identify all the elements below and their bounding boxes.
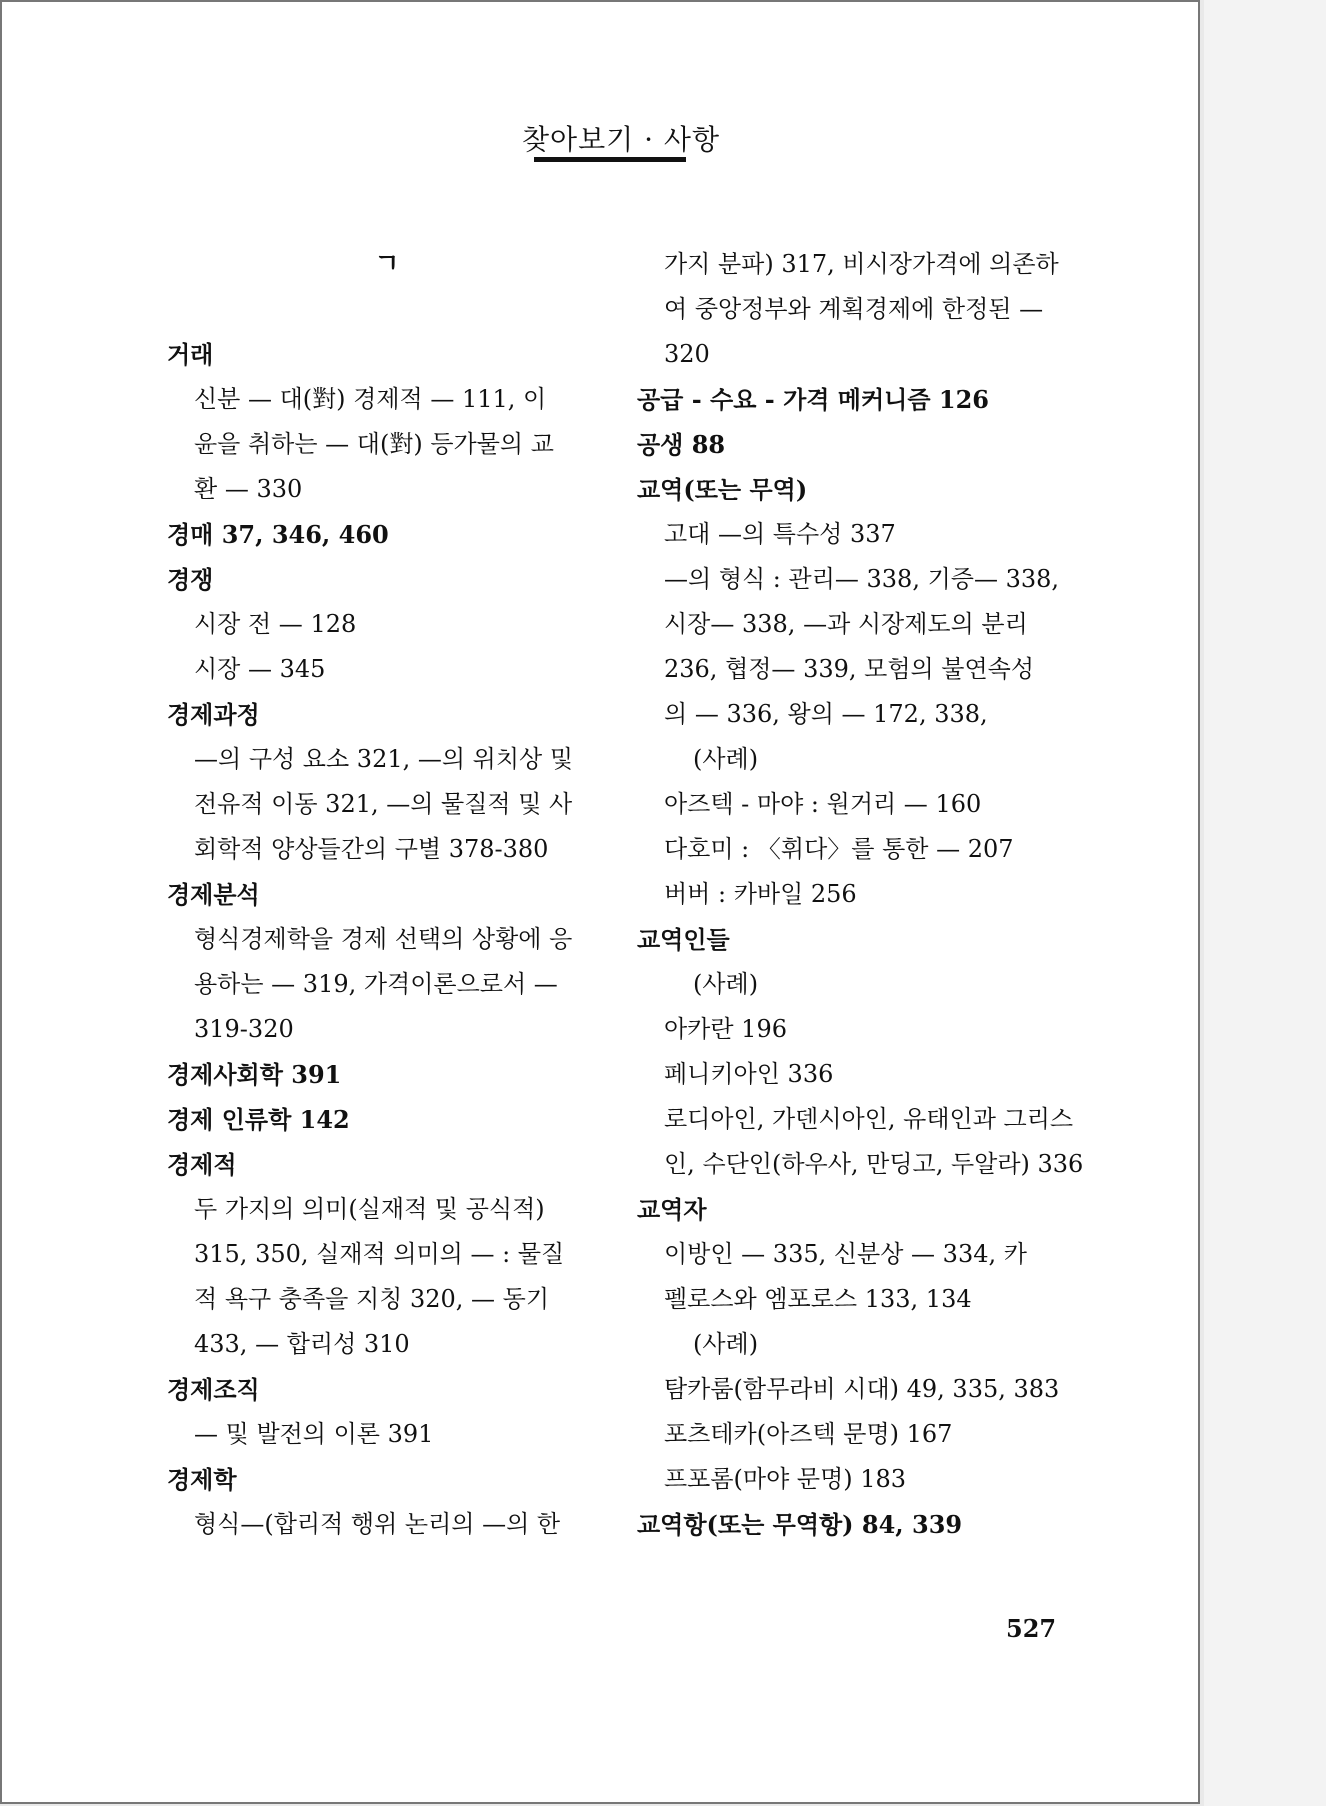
index-heading: 경제적: [167, 1150, 237, 1179]
index-heading: 경제과정: [167, 700, 260, 729]
index-case-label: (사례): [693, 970, 759, 998]
index-subentry: 315, 350, 실재적 의미의 — : 물질: [194, 1240, 565, 1268]
index-subentry: 시장— 338, —과 시장제도의 분리: [664, 610, 1028, 638]
index-subentry: 로디아인, 가덴시아인, 유태인과 그리스: [664, 1105, 1074, 1133]
index-heading: 공생 88: [637, 430, 726, 459]
index-heading: 교역(또는 무역): [637, 475, 808, 504]
index-subentry: 윤을 취하는 — 대(對) 등가물의 교: [194, 430, 554, 458]
index-heading: 경제 인류학 142: [167, 1105, 350, 1134]
index-subentry: 시장 전 — 128: [194, 610, 357, 638]
index-heading: 경쟁: [167, 565, 214, 594]
index-subentry: 프포롬(마야 문명) 183: [664, 1465, 907, 1493]
index-subentry: 탐카룸(함무라비 시대) 49, 335, 383: [664, 1375, 1060, 1403]
section-letter: ㄱ: [374, 249, 400, 279]
index-heading: 교역자: [637, 1195, 707, 1224]
index-subentry: 페니키아인 336: [664, 1060, 834, 1088]
index-heading: 경제분석: [167, 880, 260, 909]
page-title: 찾아보기 · 사항: [522, 123, 720, 156]
index-subentry: 가지 분파) 317, 비시장가격에 의존하: [664, 250, 1059, 278]
index-subentry: 형식경제학을 경제 선택의 상황에 응: [194, 925, 573, 953]
index-subentry: 의 — 336, 왕의 — 172, 338,: [664, 700, 988, 728]
blank-line: [167, 287, 607, 332]
index-subentry: 고대 —의 특수성 337: [664, 520, 896, 548]
page-number: 527: [1006, 1614, 1057, 1643]
index-heading: 교역항(또는 무역항) 84, 339: [637, 1510, 963, 1539]
index-subentry: 여 중앙정부와 계획경제에 한정된 —: [664, 295, 1044, 323]
index-subentry: 320: [664, 340, 710, 368]
index-subentry: 신분 — 대(對) 경제적 — 111, 이: [194, 385, 547, 413]
index-heading: 교역인들: [637, 925, 730, 954]
scan-margin: [1204, 0, 1326, 1806]
index-subentry: 아카란 196: [664, 1015, 787, 1043]
index-subentry: 펠로스와 엠포로스 133, 134: [664, 1285, 972, 1313]
index-case-label: (사례): [693, 745, 759, 773]
index-subentry: 433, — 합리성 310: [194, 1330, 410, 1358]
index-subentry: 319-320: [194, 1015, 294, 1043]
index-heading: 경제조직: [167, 1375, 260, 1404]
index-subentry: —의 형식 : 관리— 338, 기증— 338,: [664, 565, 1060, 593]
index-heading: 공급 - 수요 - 가격 메커니즘 126: [637, 385, 989, 414]
index-subentry: 이방인 — 335, 신분상 — 334, 카: [664, 1240, 1027, 1268]
index-subentry: 인, 수단인(하우사, 만딩고, 두알라) 336: [664, 1150, 1084, 1178]
index-heading: 경제사회학 391: [167, 1060, 342, 1089]
index-subentry: 전유적 이동 321, —의 물질적 및 사: [194, 790, 573, 818]
index-subentry: 포츠테카(아즈텍 문명) 167: [664, 1420, 953, 1448]
index-subentry: 아즈텍 - 마야 : 원거리 — 160: [664, 790, 982, 818]
index-subentry: 236, 협정— 339, 모험의 불연속성: [664, 655, 1035, 683]
index-heading: 경제학: [167, 1465, 237, 1494]
index-heading: 거래: [167, 340, 214, 369]
index-subentry: —의 구성 요소 321, —의 위치상 및: [194, 745, 574, 773]
index-subentry: 버버 : 카바일 256: [664, 880, 857, 908]
index-subentry: — 및 발전의 이론 391: [194, 1420, 434, 1448]
index-heading: 경매 37, 346, 460: [167, 520, 389, 549]
index-column-left: [167, 242, 607, 1547]
index-subentry: 용하는 — 319, 가격이론으로서 —: [194, 970, 558, 998]
index-subentry: 형식—(합리적 행위 논리의 —의 한: [194, 1510, 561, 1538]
index-case-label: (사례): [693, 1330, 759, 1358]
title-underline: [534, 157, 686, 162]
index-subentry: 회학적 양상들간의 구별 378-380: [194, 835, 549, 863]
index-column-right: [637, 242, 1084, 1547]
index-subentry: 두 가지의 의미(실재적 및 공식적): [194, 1195, 545, 1223]
index-subentry: 시장 — 345: [194, 655, 326, 683]
index-subentry: 환 — 330: [194, 475, 303, 503]
index-subentry: 다호미 : 〈휘다〉를 통한 — 207: [664, 835, 1014, 863]
index-subentry: 적 욕구 충족을 지칭 320, — 동기: [194, 1285, 550, 1313]
